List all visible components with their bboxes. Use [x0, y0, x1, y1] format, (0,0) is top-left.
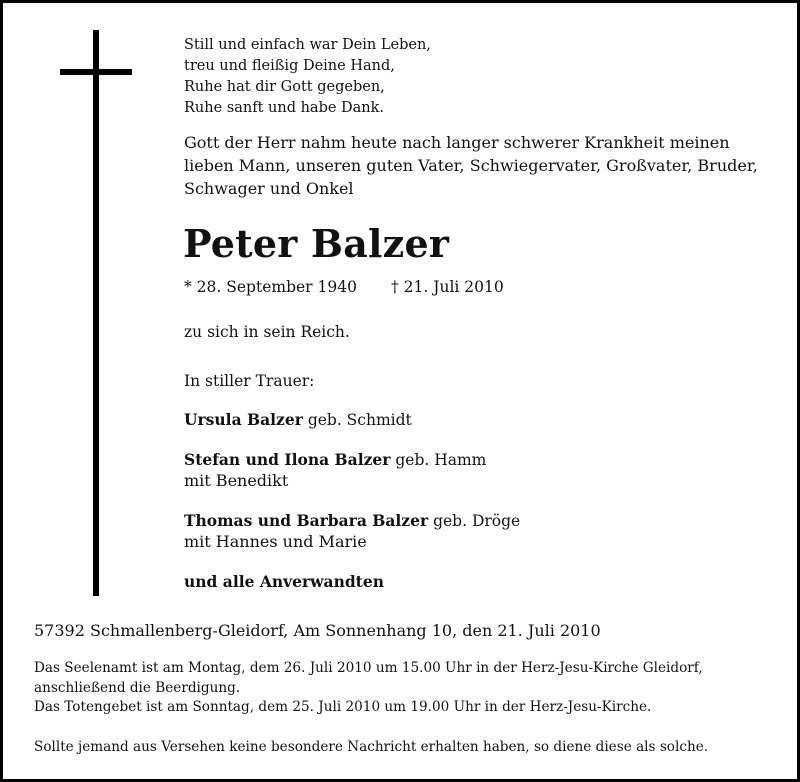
- mourner-name: Thomas und Barbara Balzer: [184, 511, 429, 530]
- poem-line-1: Still und einfach war Dein Leben,: [184, 37, 431, 53]
- death-date: † 21. Juli 2010: [391, 278, 504, 296]
- poem-line-3: Ruhe hat dir Gott gegeben,: [184, 79, 385, 95]
- info-line-4: Sollte jemand aus Versehen keine besondere Nachricht erhalten haben, so diene diese als solche.: [34, 739, 709, 755]
- cross-icon-horizontal-bar: [60, 69, 132, 75]
- cross-icon-vertical-bar: [93, 30, 99, 596]
- poem-line-4: Ruhe sanft und habe Dank.: [184, 100, 385, 116]
- mourner-1: [184, 410, 412, 429]
- mourner-name: Ursula Balzer: [184, 410, 303, 429]
- mourner-3-sub: mit Hannes und Marie: [184, 532, 367, 551]
- intro-line-1: Gott der Herr nahm heute nach langer schwerer Krankheit meinen: [184, 133, 730, 152]
- birth-date: * 28. September 1940: [184, 278, 357, 296]
- mourner-name: Stefan und Ilona Balzer: [184, 450, 391, 469]
- deceased-name: Peter Balzer: [183, 221, 450, 266]
- mourning-heading: In stiller Trauer:: [184, 372, 315, 390]
- relatives-line: und alle Anverwandten: [184, 572, 384, 591]
- mourner-2-sub: mit Benedikt: [184, 471, 289, 490]
- info-line-2: anschließend die Beerdigung.: [34, 680, 241, 696]
- closing-text: zu sich in sein Reich.: [184, 323, 350, 341]
- mourner-3: [184, 511, 520, 530]
- address-line: 57392 Schmallenberg-Gleidorf, Am Sonnenhang 10, den 21. Juli 2010: [34, 621, 601, 640]
- info-line-3: Das Totengebet ist am Sonntag, dem 25. Juli 2010 um 19.00 Uhr in der Herz-Jesu-Kirche.: [34, 699, 652, 715]
- mourner-note: geb. Schmidt: [307, 411, 412, 429]
- poem-line-2: treu und fleißig Deine Hand,: [184, 58, 395, 74]
- intro-line-3: Schwager und Onkel: [184, 179, 354, 198]
- info-line-1: Das Seelenamt ist am Montag, dem 26. Juli 2010 um 15.00 Uhr in der Herz-Jesu-Kirche Gleidorf,: [34, 660, 703, 676]
- intro-line-2: lieben Mann, unseren guten Vater, Schwiegervater, Großvater, Bruder,: [184, 156, 758, 175]
- mourner-note: geb. Dröge: [433, 512, 521, 530]
- mourner-2: [184, 450, 486, 469]
- mourner-note: geb. Hamm: [395, 451, 487, 469]
